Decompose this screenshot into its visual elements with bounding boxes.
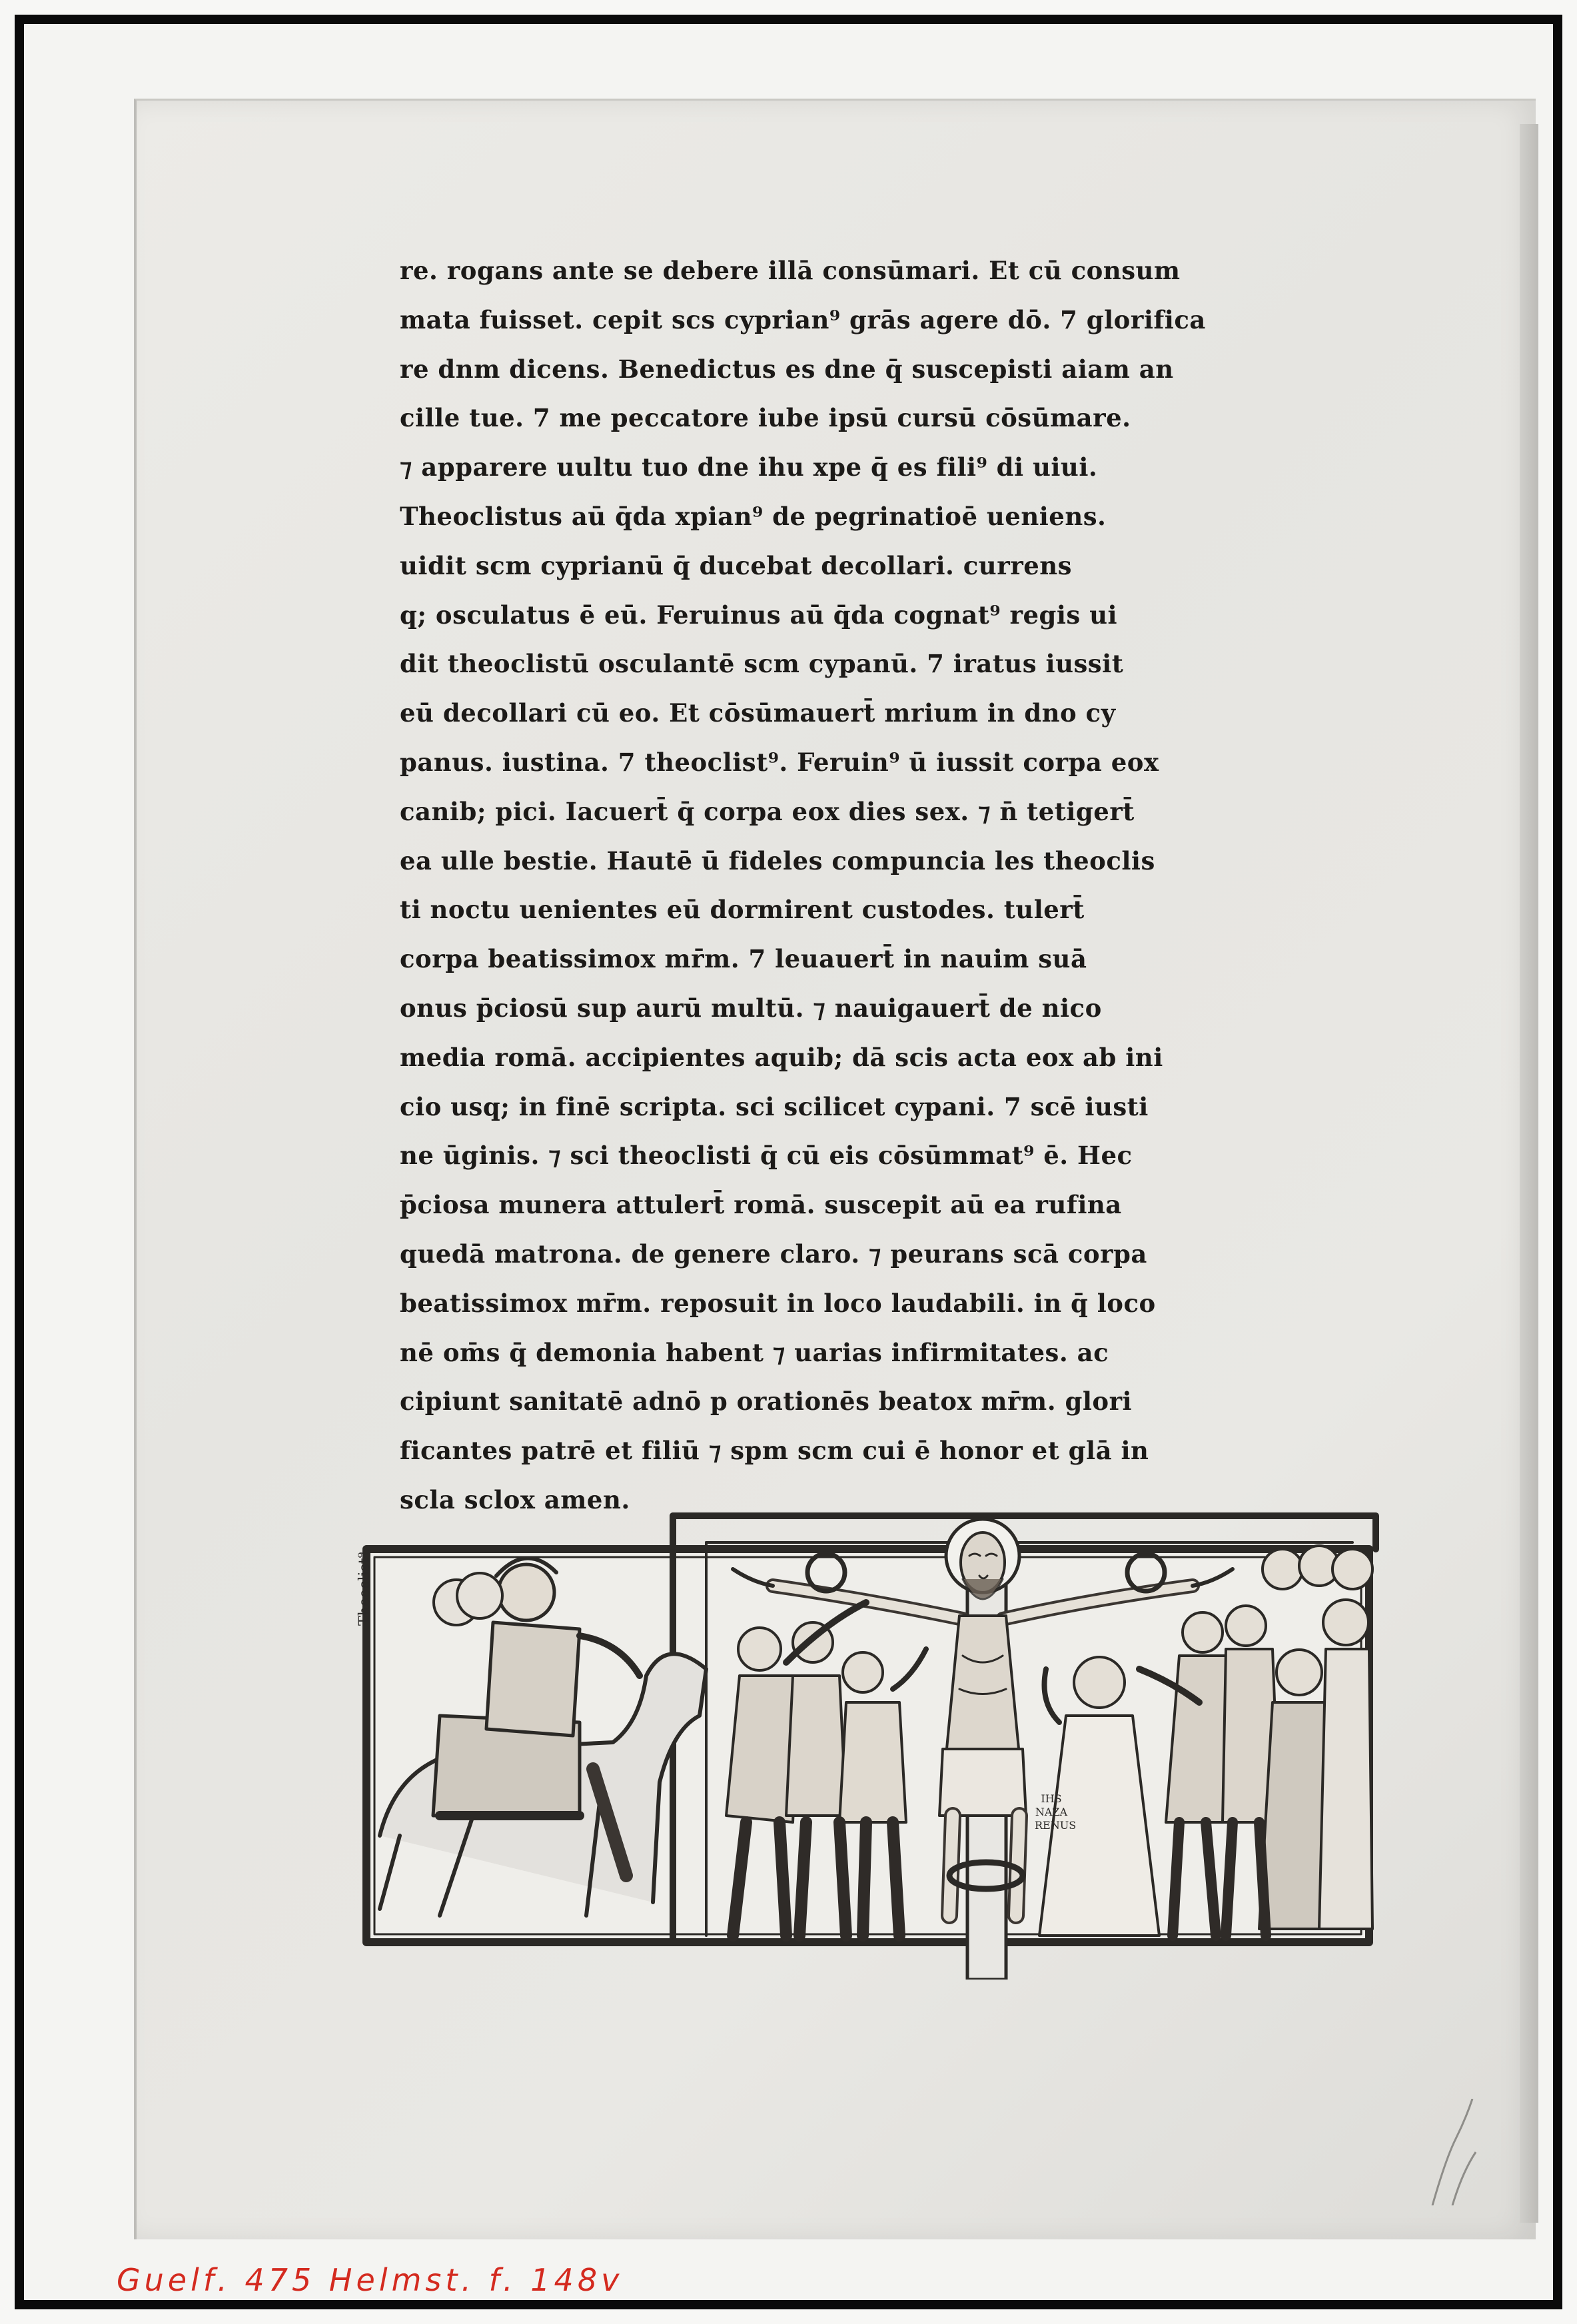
text-line: re dnm dicens. Benedictus es dne q̄ suscepisti aiam an [400,354,1174,384]
text-line: ti noctu uenientes eū dormirent custodes. tulert̄ [400,895,1085,925]
christ-torso [946,1616,1019,1756]
margin-inscription: Theoclist⁹ [356,1552,373,1626]
text-line: nē om̄s q̄ demonia habent ⁊ uarias infirmitates. ac [400,1337,1109,1367]
text-line: mata fuisset. cepit scs cyprian⁹ grās agere dō. 7 glorifica [400,304,1206,334]
text-line: cipiunt sanitatē adnō p orationēs beatox mr̄m. glori [400,1387,1133,1417]
text-line: cille tue. 7 me peccatore iube ipsū cursū cōsūmare. [400,403,1131,433]
text-line: scla sclox amen. [400,1484,630,1514]
text-line: ne ūginis. ⁊ sci theoclisti q̄ cū eis cōsūmmat⁹ ē. Hec [400,1141,1133,1171]
text-line: Theoclistus aū q̄da xpian⁹ de pegrinatioē ueniens. [400,501,1107,531]
text-line: dit theoclistū osculantē scm cypanū. 7 iratus iussit [400,649,1124,679]
text-line: quedā matrona. de genere claro. ⁊ peurans scā corpa [400,1239,1147,1269]
text-line: uidit scm cyprianū q̄ ducebat decollari. currens [400,550,1072,580]
page-tear-mark [1426,2099,1479,2205]
leaf-edge-shadow [1520,124,1538,2223]
text-line: cio usq; in finē scripta. sci scilicet cypani. 7 scē iusti [400,1091,1149,1121]
text-line: ⁊ apparere uultu tuo dne ihu xpe q̄ es fili⁹ di uiui. [400,452,1098,482]
text-line: panus. iustina. 7 theoclist⁹. Feruin⁹ ū iussit corpa eox [400,747,1159,777]
text-line: canib; pici. Iacuert̄ q̄ corpa eox dies sex. ⁊ n̄ tetigert̄ [400,796,1135,826]
text-line: re. rogans ante se debere illā consūmari. Et cū consum [400,256,1181,285]
manuscript-text-block [400,247,1439,1525]
rider-head [498,1564,554,1620]
text-line: q; osculatus ē eū. Feruinus aū q̄da cognat⁹ regis ui [400,600,1118,630]
crucifixion-miniature [360,1502,1379,1980]
text-line: ea ulle bestie. Hautē ū fideles compuncia les theoclis [400,846,1155,875]
text-line: corpa beatissimox mr̄m. 7 leuauert̄ in nauim suā [400,944,1087,974]
cross-inscription: IHS NAZA RENUS [1035,1792,1077,1832]
text-line: media romā. accipientes aquib; dā scis acta eox ab ini [400,1042,1163,1072]
text-line: beatissimox mr̄m. reposuit in loco laudabili. in q̄ loco [400,1288,1156,1318]
archive-shelfmark-label: Guelf. 475 Helmst. f. 148v [117,2262,624,2298]
text-line: onus p̄ciosū sup aurū multū. ⁊ nauigauert̄ de nico [400,993,1102,1023]
text-line: ficantes patrē et filiū ⁊ spm scm cui ē honor et glā in [400,1436,1149,1466]
text-line: eū decollari cū eo. Et cōsūmauert̄ mrium in dno cy [400,698,1116,728]
text-line: p̄ciosa munera attulert̄ romā. suscepit aū ea rufina [400,1190,1122,1220]
architecture-frame [673,1516,1376,1549]
